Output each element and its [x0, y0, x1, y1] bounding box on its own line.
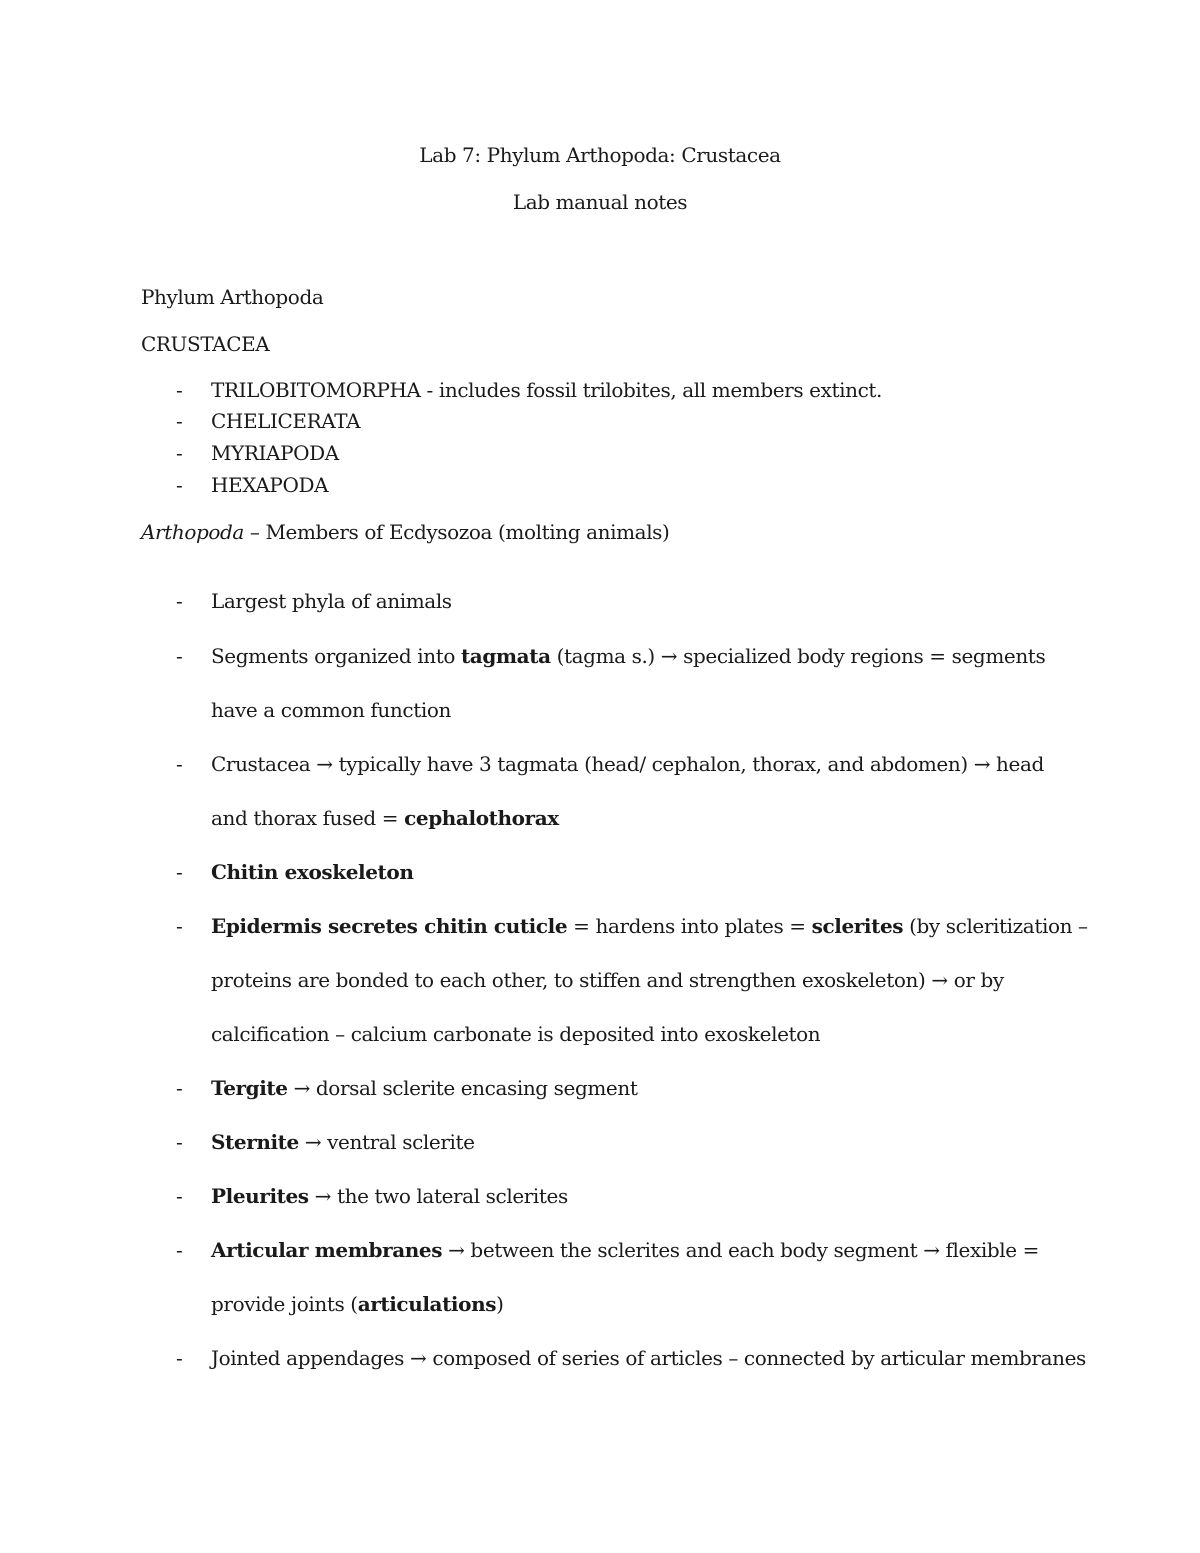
list-item-continuation: have a common function [211, 698, 451, 722]
list-item [211, 1238, 1039, 1262]
list-item [211, 1346, 1086, 1370]
bold-term: sclerites [811, 914, 904, 938]
arrow-icon: → [923, 1238, 940, 1262]
arrow-icon: → [293, 1076, 310, 1100]
text-run: Segments organized into [211, 644, 461, 668]
intro-paragraph [141, 520, 669, 544]
arrow-icon: → [410, 1346, 427, 1370]
arrow-icon: → [304, 1130, 322, 1154]
phylum-heading: Phylum Arthopoda [141, 285, 324, 309]
text-run: ) [496, 1292, 504, 1316]
list-item [211, 752, 1044, 776]
bold-term: Articular membranes [211, 1238, 443, 1262]
text-run: head [990, 752, 1044, 776]
text-run: or by [947, 968, 1004, 992]
arrow-icon: → [448, 1238, 465, 1262]
list-item: Largest phyla of animals [211, 589, 452, 613]
text-run: (tagma s.) [550, 644, 661, 668]
text-run: (by scleritization – [903, 914, 1088, 938]
list-item [211, 1184, 568, 1208]
list-item: HEXAPODA [211, 473, 329, 497]
text-run: typically have 3 tagmata (head/ cephalon, thorax, and abdomen) [332, 752, 974, 776]
bold-term: articulations [357, 1292, 497, 1316]
arrow-icon: → [314, 1184, 331, 1208]
text-run: and thorax fused = [211, 806, 405, 830]
group-heading: CRUSTACEA [141, 332, 270, 356]
list-bullet: - [176, 473, 183, 497]
list-bullet: - [176, 1238, 183, 1262]
bold-term: cephalothorax [404, 806, 559, 830]
text-run: specialized body regions = segments [677, 644, 1046, 668]
list-bullet: - [176, 860, 183, 884]
arrow-icon: → [660, 644, 678, 668]
arrow-icon: → [973, 752, 991, 776]
bold-term: Tergite [211, 1076, 288, 1100]
list-bullet: - [176, 752, 183, 776]
list-bullet: - [176, 589, 183, 613]
list-item-continuation [211, 1292, 503, 1316]
list-item [211, 860, 413, 884]
list-bullet: - [176, 914, 183, 938]
bold-term: Chitin exoskeleton [211, 860, 414, 884]
list-bullet: - [176, 1076, 183, 1100]
text-run: = hardens into plates = [567, 914, 812, 938]
document-title: Lab 7: Phylum Arthopoda: Crustacea [419, 143, 781, 167]
text-run: provide joints ( [211, 1292, 358, 1316]
list-item: TRILOBITOMORPHA - includes fossil trilobites, all members extinct. [211, 378, 882, 402]
list-item: MYRIAPODA [211, 441, 339, 465]
intro-text: – Members of Ecdysozoa (molting animals) [243, 520, 670, 544]
bold-term: Epidermis secretes chitin cuticle [211, 914, 568, 938]
list-bullet: - [176, 441, 183, 465]
text-run: between the sclerites and each body segment [464, 1238, 924, 1262]
bold-term: Sternite [211, 1130, 299, 1154]
list-item-continuation [211, 806, 559, 830]
list-bullet: - [176, 1184, 183, 1208]
list-bullet: - [176, 409, 183, 433]
intro-term: Arthopoda [141, 520, 244, 544]
arrow-icon: → [931, 968, 948, 992]
text-run: flexible = [939, 1238, 1040, 1262]
text-run: the two lateral sclerites [331, 1184, 568, 1208]
text-run: ventral sclerite [321, 1130, 475, 1154]
text-run: composed of series of articles – connected by articular membranes [426, 1346, 1086, 1370]
list-item [211, 914, 1088, 938]
list-item: CHELICERATA [211, 409, 361, 433]
text-run: Crustacea [211, 752, 317, 776]
bold-term: Pleurites [211, 1184, 309, 1208]
list-bullet: - [176, 1346, 183, 1370]
list-bullet: - [176, 1130, 183, 1154]
document-subtitle: Lab manual notes [512, 190, 688, 214]
text-run: Jointed appendages [211, 1346, 411, 1370]
bold-term: tagmata [460, 644, 551, 668]
list-item [211, 644, 1045, 668]
list-item [211, 1076, 638, 1100]
list-item-continuation: calcification – calcium carbonate is deposited into exoskeleton [211, 1022, 821, 1046]
arrow-icon: → [316, 752, 333, 776]
list-item-continuation [211, 968, 1004, 992]
text-run: proteins are bonded to each other, to stiffen and strengthen exoskeleton) [211, 968, 932, 992]
list-bullet: - [176, 378, 183, 402]
list-bullet: - [176, 644, 183, 668]
text-run: dorsal sclerite encasing segment [309, 1076, 638, 1100]
list-item [211, 1130, 475, 1154]
